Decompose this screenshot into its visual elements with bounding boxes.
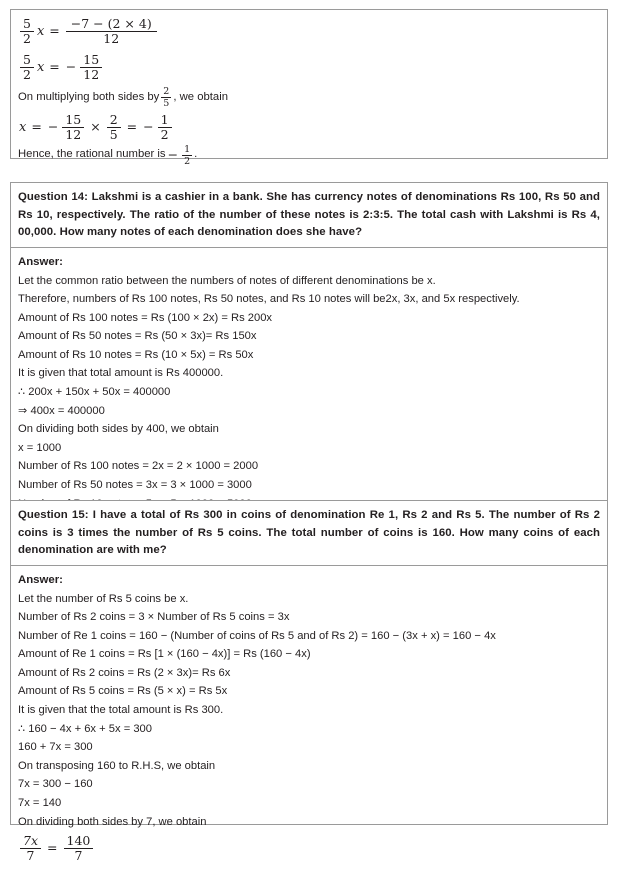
text-after-fraction: , we obtain <box>173 92 228 103</box>
answer-line: Number of Rs 100 notes = 2x = 2 × 1000 = 2000 <box>18 457 600 476</box>
answer-line: Amount of Rs 2 coins = Rs (2 × 3x)= Rs 6x <box>18 664 600 683</box>
fraction-two-fifths <box>107 113 121 142</box>
answer-lines-q14 <box>18 272 600 514</box>
answer-line: x = 1000 <box>18 439 600 458</box>
fraction-denominator: 2 <box>182 156 192 167</box>
question-14-header: Question 14: Lakshmi is a cashier in a bank. She has currency notes of denominations Rs 100, Rs 50 and Rs 10, respectively. The ratio of the number of these notes is 2:3:5. The total cash with Lakshmi is Rs 4, 00,000. How many notes of each denomination does she have? <box>11 183 607 248</box>
answer-label: Answer: <box>18 571 600 589</box>
question-14-box <box>10 182 608 521</box>
equation-line-3 <box>18 110 600 144</box>
answer-line: Amount of Rs 100 notes = Rs (100 × 2x) = Rs 200x <box>18 309 600 328</box>
minus-sign: − <box>64 61 78 74</box>
fraction-denominator: 7 <box>71 849 85 863</box>
answer-line: Amount of Rs 50 notes = Rs (50 × 3x)= Rs 150x <box>18 327 600 346</box>
conclusion-text-line <box>18 144 600 166</box>
answer-line: It is given that total amount is Rs 400000. <box>18 364 600 383</box>
answer-line: ∴ 200x + 150x + 50x = 400000 <box>18 383 600 402</box>
answer-line: On dividing both sides by 400, we obtain <box>18 420 600 439</box>
equals-sign: = <box>43 842 61 855</box>
variable-x: x <box>36 25 45 38</box>
answer-line: 160 + 7x = 300 <box>18 738 600 757</box>
equals-sign: = <box>123 121 141 134</box>
multiplication-sign: × <box>86 121 104 134</box>
equals-sign: = <box>27 121 45 134</box>
text-before-fraction: On multiplying both sides by <box>18 92 159 103</box>
fraction-numerator: 1 <box>182 144 192 155</box>
question-14-answer <box>11 248 607 521</box>
answer-line: Number of Rs 2 coins = 3 × Number of Rs 5 coins = 3x <box>18 608 600 627</box>
answer-line: ⇒ 400x = 400000 <box>18 402 600 421</box>
fraction-five-halves <box>20 53 34 82</box>
variable-x: x <box>18 121 27 134</box>
fraction-numerator: 2 <box>107 113 121 127</box>
fraction-one-half <box>158 113 172 142</box>
question-15-header: Question 15: I have a total of Rs 300 in coins of denomination Re 1, Rs 2 and Rs 5. The number of Rs 2 coins is 3 times the number of Rs 5 coins. The total number of coins is 160. How many coins of each denomination are with me? <box>11 501 607 566</box>
equals-sign: = <box>45 25 63 38</box>
question-15-answer <box>11 566 607 870</box>
answer-line: Amount of Rs 5 coins = Rs (5 × x) = Rs 5x <box>18 682 600 701</box>
fraction-denominator: 12 <box>98 32 124 46</box>
minus-sign: − <box>46 121 60 134</box>
answer-line: On transposing 160 to R.H.S, we obtain <box>18 757 600 776</box>
fraction-denominator: 5 <box>107 128 121 142</box>
equation-line-1 <box>18 14 600 49</box>
fraction-numerator: −7 − (2 × 4) <box>66 17 157 31</box>
answer-line: Amount of Rs 10 notes = Rs (10 × 5x) = Rs 50x <box>18 346 600 365</box>
fraction-denominator: 5 <box>161 98 171 109</box>
equation-line-2 <box>18 49 600 85</box>
fraction-five-halves <box>20 17 34 46</box>
answer-line: 7x = 140 <box>18 794 600 813</box>
fraction-rhs <box>66 17 157 46</box>
fraction-fifteen-twelfths <box>62 113 84 142</box>
fraction-seven-x-over-seven <box>20 834 41 863</box>
fraction-denominator: 7 <box>24 849 38 863</box>
question-15-box <box>10 500 608 825</box>
math-block <box>11 10 607 170</box>
answer-line: Let the common ratio between the numbers of notes of different denominations be x. <box>18 272 600 291</box>
answer-label: Answer: <box>18 253 600 271</box>
fraction-denominator: 12 <box>62 128 84 142</box>
fraction-numerator: 15 <box>80 53 102 67</box>
minus-sign: − <box>166 149 180 162</box>
fraction-fifteen-twelfths <box>80 53 102 82</box>
fraction-numerator: 15 <box>62 113 84 127</box>
fraction-numerator: 7x <box>20 834 41 848</box>
fraction-numerator: 5 <box>20 53 34 67</box>
answer-lines-q15 <box>18 590 600 832</box>
fraction-denominator: 2 <box>158 128 172 142</box>
minus-sign: − <box>141 121 155 134</box>
answer-line: It is given that the total amount is Rs 300. <box>18 701 600 720</box>
period: . <box>194 149 197 160</box>
continued-solution-box <box>10 9 608 159</box>
fraction-onehundredforty-over-seven <box>64 834 94 863</box>
answer-line: Number of Re 1 coins = 160 − (Number of coins of Rs 5 and of Rs 2) = 160 − (3x + x) = 160 − 4x <box>18 627 600 646</box>
answer-line: Therefore, numbers of Rs 100 notes, Rs 50 notes, and Rs 10 notes will be2x, 3x, and 5x respectively. <box>18 290 600 309</box>
fraction-numerator: 1 <box>158 113 172 127</box>
answer-line: Amount of Re 1 coins = Rs [1 × (160 − 4x)] = Rs (160 − 4x) <box>18 645 600 664</box>
fraction-two-fifths <box>161 86 171 109</box>
multiplying-text-line <box>18 85 600 110</box>
fraction-numerator: 140 <box>64 834 94 848</box>
answer-line: Number of Rs 50 notes = 3x = 3 × 1000 = 3000 <box>18 476 600 495</box>
fraction-numerator: 2 <box>161 86 171 97</box>
final-equation <box>18 833 600 863</box>
conclusion-text: Hence, the rational number is <box>18 149 166 160</box>
answer-line: Let the number of Rs 5 coins be x. <box>18 590 600 609</box>
fraction-denominator: 12 <box>80 68 102 82</box>
equals-sign: = <box>45 61 63 74</box>
answer-line: On dividing both sides by 7, we obtain <box>18 813 600 832</box>
answer-line: ∴ 160 − 4x + 6x + 5x = 300 <box>18 720 600 739</box>
fraction-denominator: 2 <box>20 68 34 82</box>
answer-line: 7x = 300 − 160 <box>18 775 600 794</box>
fraction-one-half <box>182 144 192 167</box>
fraction-numerator: 5 <box>20 17 34 31</box>
fraction-denominator: 2 <box>20 32 34 46</box>
variable-x: x <box>36 61 45 74</box>
